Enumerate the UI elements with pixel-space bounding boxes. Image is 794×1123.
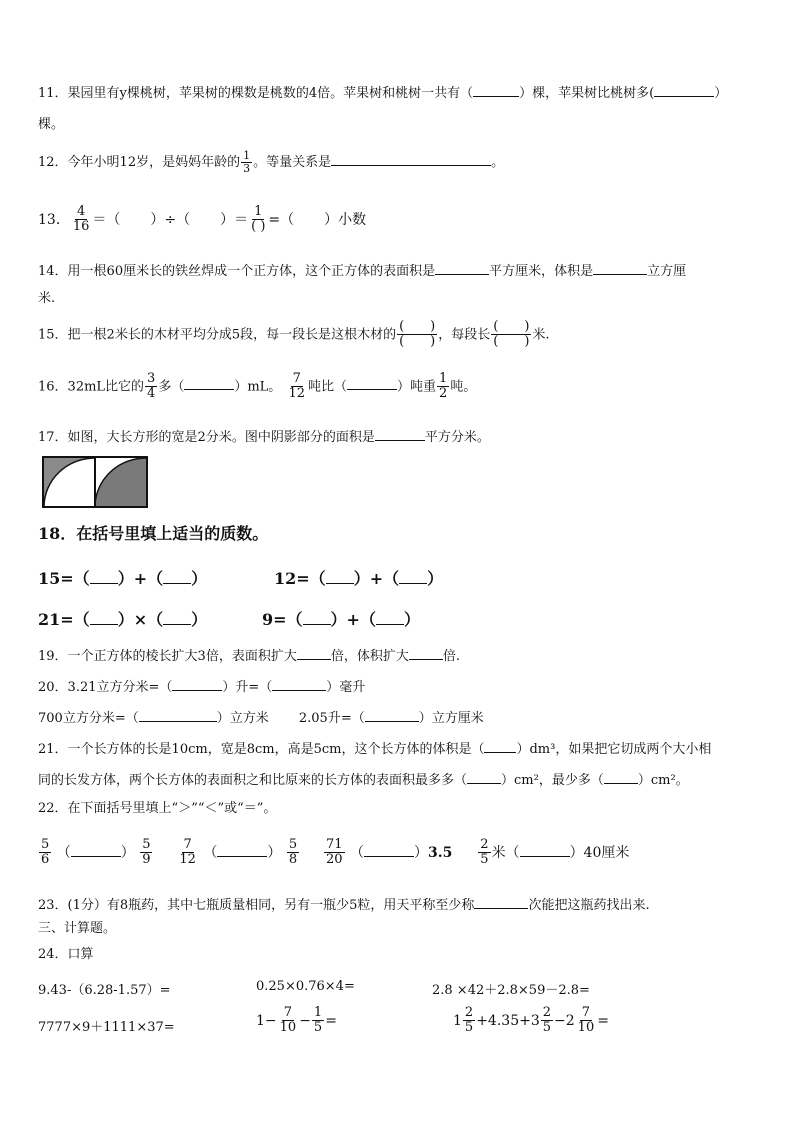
q11-text-a: 11．果园里有y棵桃树，苹果树的棵数是桃数的4倍。苹果树和桃树一共有（ xyxy=(38,86,474,101)
q24-expr-6: 1 $\frac{2}{5}$ +4.35+3 $\frac{2}{5}$ −2 $\frac{7}{10}$ = xyxy=(453,1005,609,1036)
q24-expr-5: 1− $\frac{7}{10}$ − $\frac{1}{5}$ = xyxy=(256,1005,337,1036)
q18-blank-2[interactable] xyxy=(163,571,191,584)
q18-blank-4[interactable] xyxy=(399,571,427,584)
q18-blank-1[interactable] xyxy=(90,571,118,584)
q18-blank-7[interactable] xyxy=(303,612,331,625)
q20-blank-3[interactable] xyxy=(139,709,217,722)
q16-text-a: 16．32mL比它的 xyxy=(38,379,145,395)
q19-blank-2[interactable] xyxy=(409,647,443,660)
q18-row2-left: 21=（ ）×（ ） xyxy=(38,610,208,629)
q16-text-b: 多（ xyxy=(158,379,185,395)
q22-frac-5-8: $\frac{5}{8}$ xyxy=(288,837,298,868)
q17-text-a: 17．如图，大长方形的宽是2分米。图中阴影部分的面积是 xyxy=(38,430,375,445)
q23-line: 23．(1分）有8瓶药，其中七瓶质量相同，另有一瓶少5粒，用天平称至少称 次能把这瓶药找出来. xyxy=(38,898,650,913)
q14-text-a: 14．用一根60厘米长的铁丝焊成一个正方体，这个正方体的表面积是 xyxy=(38,264,436,279)
q19-line: 19．一个正方体的棱长扩大3倍，表面积扩大 倍，体积扩大 倍. xyxy=(38,649,460,664)
q16-text-c: ）mL。 xyxy=(234,379,282,395)
q13-label: 13． xyxy=(38,211,70,228)
q24-expr-2: 0.25×0.76×4= xyxy=(256,979,355,994)
q14-blank-2[interactable] xyxy=(593,262,647,275)
q22-frac-5-6: $\frac{5}{6}$ xyxy=(41,837,50,868)
q14-line2 xyxy=(38,292,55,305)
section-3-heading: 三、计算题。 xyxy=(38,921,117,936)
q24-expr-4: 7777×9＋1111×37= xyxy=(38,1020,175,1035)
q18-row1-left: 15=（ ）+（ ） xyxy=(38,569,208,588)
q16-blank-2[interactable] xyxy=(347,377,397,390)
q18-blank-3[interactable] xyxy=(326,571,354,584)
q22-blank-2[interactable] xyxy=(217,844,267,857)
q16-fraction-1: $\frac{3}{4}$ xyxy=(147,371,156,402)
q11-text-d: 棵。 xyxy=(38,117,65,132)
q20-blank-4[interactable] xyxy=(365,709,419,722)
q17-text-b: 平方分米。 xyxy=(424,430,490,445)
q12-text-c: 。 xyxy=(491,155,505,171)
shaded-rectangle-figure xyxy=(42,456,148,508)
q15-fraction-blank-1[interactable]: $\frac{( )}{( )}$ xyxy=(399,319,436,350)
q23-blank[interactable] xyxy=(474,896,528,909)
q18-blank-6[interactable] xyxy=(163,612,191,625)
q14-text-d: 米. xyxy=(38,291,56,306)
q19-blank-1[interactable] xyxy=(297,647,331,660)
q22-comparisons: $\frac{5}{6}$ （ ） $\frac{5}{9}$ $\frac{7}{12}$ （ ） $\frac{5}{8}$ $\frac{71}{20}$ （ ）3.5 $\frac{2}{5}$ 米（ ）40厘米 xyxy=(41,837,630,868)
q15-text-b: ，每段长 xyxy=(438,327,491,343)
q12-text-a: 12．今年小明12岁，是妈妈年龄的 xyxy=(38,155,241,171)
q11-blank-2[interactable] xyxy=(654,84,714,97)
q12-fraction: $\frac{1}{3}$ xyxy=(243,149,251,176)
q14-text-c: 立方厘 xyxy=(647,264,687,279)
q15-text-a: 15．把一根2米长的木材平均分成5段，每一段长是这根木材的 xyxy=(38,327,397,343)
q22-frac-5-9: $\frac{5}{9}$ xyxy=(142,837,151,868)
q22-blank-4[interactable] xyxy=(520,844,570,857)
q20-line2: 700立方分米=（ ）立方米 2.05升=（ ）立方厘米 xyxy=(38,711,484,726)
q14-text-b: 平方厘米，体积是 xyxy=(489,264,594,279)
q14-line1 xyxy=(38,262,686,278)
q15-line xyxy=(38,320,550,350)
q14-blank-1[interactable] xyxy=(435,262,489,275)
q24-expr-3: 2.8 ×42＋2.8×59－2.8= xyxy=(432,983,590,998)
q22-frac-71-20: $\frac{71}{20}$ xyxy=(326,837,343,868)
q21-line1: 21．一个长方体的长是10cm，宽是8cm，高是5cm，这个长方体的体积是（ ）dm³，如果把它切成两个大小相 xyxy=(38,742,712,757)
q12-text-b: 。等量关系是 xyxy=(253,155,332,171)
q16-fraction-2: $\frac{7}{12}$ xyxy=(288,371,305,402)
q16-text-f: 吨。 xyxy=(450,379,477,395)
q11-blank-1[interactable] xyxy=(473,84,519,97)
q11-line2 xyxy=(38,118,64,131)
q22-frac-2-5: $\frac{2}{5}$ xyxy=(480,837,489,868)
q11-text-c: ） xyxy=(714,86,728,101)
q16-fraction-3: $\frac{1}{2}$ xyxy=(439,371,448,402)
q21-blank-2[interactable] xyxy=(467,771,501,784)
q15-fraction-blank-2[interactable]: $\frac{( )}{( )}$ xyxy=(493,319,530,350)
q13-eq2: ）＝ xyxy=(220,211,249,228)
q15-text-c: 米. xyxy=(532,327,550,343)
q13-div: ）÷（ xyxy=(150,211,191,228)
q21-blank-3[interactable] xyxy=(604,771,638,784)
q18-blank-5[interactable] xyxy=(90,612,118,625)
q24-expr-1: 9.43-（6.28-1.57）= xyxy=(38,983,171,998)
q20-line1: 20．3.21立方分米=（ ）升=（ ）毫升 xyxy=(38,680,366,695)
q16-text-e: ）吨重 xyxy=(397,379,437,395)
q16-text-d: 吨比（ xyxy=(308,379,348,395)
q12-blank[interactable] xyxy=(331,153,491,166)
q20-blank-2[interactable] xyxy=(272,678,326,691)
q18-row1-right: 12=（ ）+（ ） xyxy=(274,569,444,588)
q13-eq1: ＝（ xyxy=(92,211,121,228)
q12-line xyxy=(38,150,504,175)
q21-blank-1[interactable] xyxy=(484,740,516,753)
q16-line xyxy=(38,372,476,402)
q22-title: 22．在下面括号里填上“＞”“＜”或“＝”。 xyxy=(38,801,277,816)
q16-blank-1[interactable] xyxy=(184,377,234,390)
q11-line1 xyxy=(38,84,727,100)
q13-eq3: =（ xyxy=(268,211,295,228)
q13-tail: ）小数 xyxy=(324,211,367,228)
q17-blank[interactable] xyxy=(375,428,425,441)
q17-line xyxy=(38,428,490,444)
q18-title: 18．在括号里填上适当的质数。 xyxy=(38,524,269,543)
q18-blank-8[interactable] xyxy=(376,612,404,625)
q22-blank-1[interactable] xyxy=(71,844,121,857)
q22-blank-3[interactable] xyxy=(364,844,414,857)
q11-text-b: ）棵，苹果树比桃树多( xyxy=(519,86,655,101)
q20-blank-1[interactable] xyxy=(172,678,222,691)
q18-row2-right: 9=（ ）+（ ） xyxy=(262,610,420,629)
q21-line2: 同的长发方体，两个长方体的表面积之和比原来的长方体的表面积最多多（ ）cm²，最少多（ ）cm²。 xyxy=(38,773,689,788)
q24-title: 24．口算 xyxy=(38,947,94,962)
q13-line xyxy=(38,205,366,235)
q13-fraction-2: $\frac{1}{( )}$ xyxy=(251,204,266,235)
q22-frac-7-12: $\frac{7}{12}$ xyxy=(179,837,196,868)
q13-fraction-1: $\frac{4}{16}$ xyxy=(72,204,90,235)
